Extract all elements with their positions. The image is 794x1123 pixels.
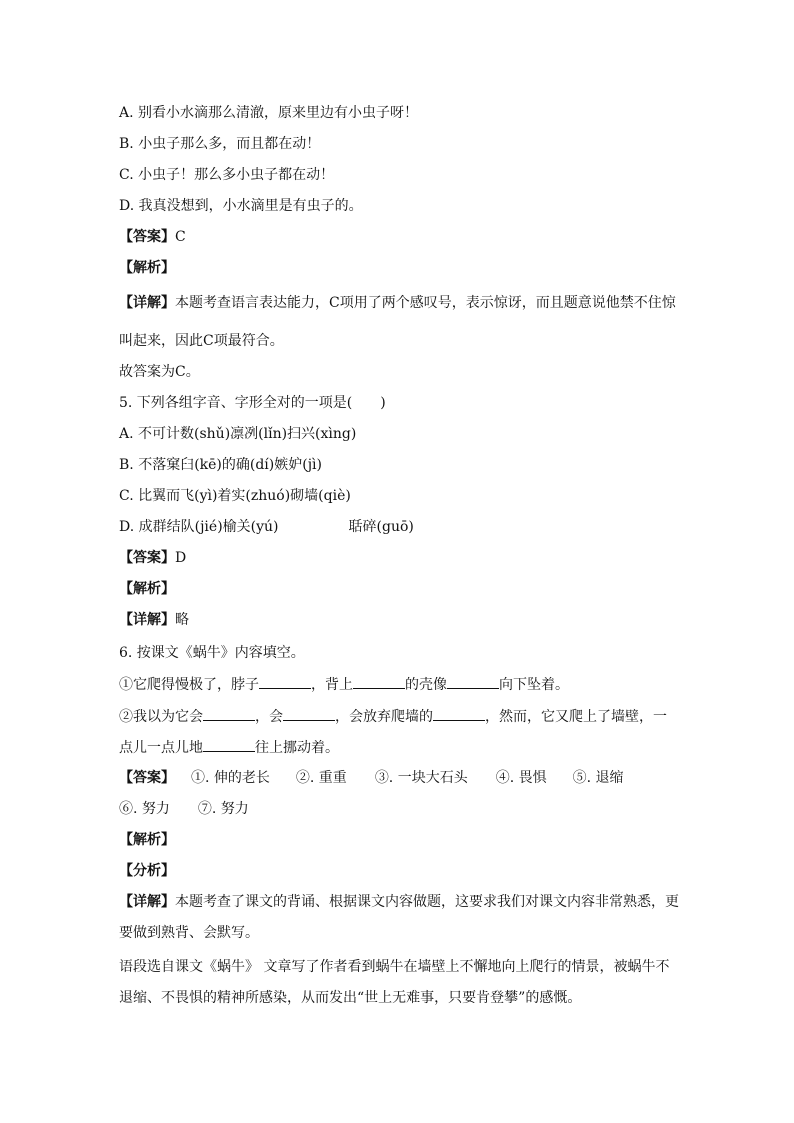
detail-label: 【详解】 xyxy=(119,295,175,311)
q5-answer-line xyxy=(119,548,679,568)
fill-blank xyxy=(203,737,255,752)
fill-blank xyxy=(353,674,405,689)
answer-item: ⑥. 努力 xyxy=(119,801,170,817)
answer-item: ④. 畏惧 xyxy=(495,770,547,786)
answer-value: C xyxy=(175,229,186,245)
q6-paragraph-line-1: 语段选自课文《蜗牛》 文章写了作者看到蜗牛在墙壁上不懈地向上爬行的情景，被蜗牛不 xyxy=(119,959,670,975)
detail-text: 略 xyxy=(175,612,189,628)
q6-item-1-part: 向下坠着。 xyxy=(499,677,569,693)
q4-option-a: A. 别看小水滴那么清澈，原来里边有小虫子呀！ xyxy=(119,105,419,121)
q4-analysis-label: 【解析】 xyxy=(119,260,175,276)
q4-detail-line-1 xyxy=(119,293,679,313)
q6-paragraph-line-2: 退缩、不畏惧的精神所感染，从而发出“世上无难事，只要肯登攀”的感慨。 xyxy=(119,990,582,1006)
answer-label: 【答案】 xyxy=(119,770,175,786)
fill-blank xyxy=(433,706,485,721)
q5-option-c: C. 比翼而飞(yì)着实(zhuó)砌墙(qiè) xyxy=(119,488,351,504)
fill-blank xyxy=(447,674,499,689)
q6-fenxi-label: 【分析】 xyxy=(119,863,175,879)
answer-item: ③. 一块大石头 xyxy=(374,770,468,786)
q6-item-2-part: 往上挪动着。 xyxy=(255,740,339,756)
detail-label: 【详解】 xyxy=(119,612,175,628)
q6-item-2-part: ，然而，它又爬上了墙壁，一 xyxy=(485,709,667,725)
fill-blank xyxy=(203,706,255,721)
q4-option-d: D. 我真没想到，小水滴里是有虫子的。 xyxy=(119,198,363,214)
q5-option-b: B. 不落窠臼(kē)的确(dí)嫉妒(jì) xyxy=(119,457,322,473)
q6-item-2-part: ，会 xyxy=(255,709,283,725)
fill-blank xyxy=(283,706,335,721)
q6-item-1-part: ①它爬得慢极了，脖子 xyxy=(119,677,259,693)
q6-item-2-part: ②我以为它会 xyxy=(119,709,203,725)
q6-item-1-part: ，背上 xyxy=(311,677,353,693)
answer-item: ⑤. 退缩 xyxy=(572,770,624,786)
detail-label: 【详解】 xyxy=(119,894,175,910)
q6-item-2 xyxy=(119,706,679,727)
q6-analysis-label: 【解析】 xyxy=(119,832,175,848)
q5-detail-line xyxy=(119,610,679,630)
q4-option-b: B. 小虫子那么多，而且都在动！ xyxy=(119,136,321,152)
q4-option-c: C. 小虫子！那么多小虫子都在动！ xyxy=(119,167,335,183)
q4-detail-line-2: 叫起来，因此C项最符合。 xyxy=(119,333,284,349)
q5-option-a: A. 不可计数(shǔ)凛冽(lǐn)扫兴(xìng) xyxy=(119,426,357,442)
q4-answer-line xyxy=(119,227,679,247)
q6-detail-line-1 xyxy=(119,892,679,912)
detail-text: 本题考查语言表达能力，C项用了两个感叹号，表示惊讶，而且题意说他禁不住惊 xyxy=(175,295,676,311)
q6-item-2-part: ，会放弃爬墙的 xyxy=(335,709,433,725)
q6-item-1-part: 的壳像 xyxy=(405,677,447,693)
fill-blank xyxy=(259,674,311,689)
q6-item-2-part: 点儿一点儿地 xyxy=(119,740,203,756)
answer-item: ②. 重重 xyxy=(295,770,347,786)
q6-answer-line-1 xyxy=(119,768,679,788)
q5-analysis-label: 【解析】 xyxy=(119,581,175,597)
answer-item: ①. 伸的老长 xyxy=(191,770,270,786)
q5-stem: 5. 下列各组字音、字形全对的一项是( ) xyxy=(119,395,386,411)
q4-conclusion: 故答案为C。 xyxy=(119,364,200,380)
q6-stem: 6. 按课文《蜗牛》内容填空。 xyxy=(119,645,305,661)
answer-label: 【答案】 xyxy=(119,550,175,566)
answer-item: ⑦. 努力 xyxy=(197,801,249,817)
q6-item-2-cont xyxy=(119,737,679,758)
q5-option-d-tail: 聒碎(guō) xyxy=(348,519,414,535)
q5-option-d-text: D. 成群结队(jié)榆关(yú) xyxy=(119,519,279,535)
answer-label: 【答案】 xyxy=(119,229,175,245)
q6-detail-line-2: 要做到熟背、会默写。 xyxy=(119,925,259,941)
q6-answer-line-2 xyxy=(119,799,679,819)
q5-option-d xyxy=(119,517,679,537)
detail-text: 本题考查了课文的背诵、根据课文内容做题，这要求我们对课文内容非常熟悉，更 xyxy=(175,894,679,910)
answer-value: D xyxy=(175,550,187,566)
q6-item-1 xyxy=(119,674,679,695)
